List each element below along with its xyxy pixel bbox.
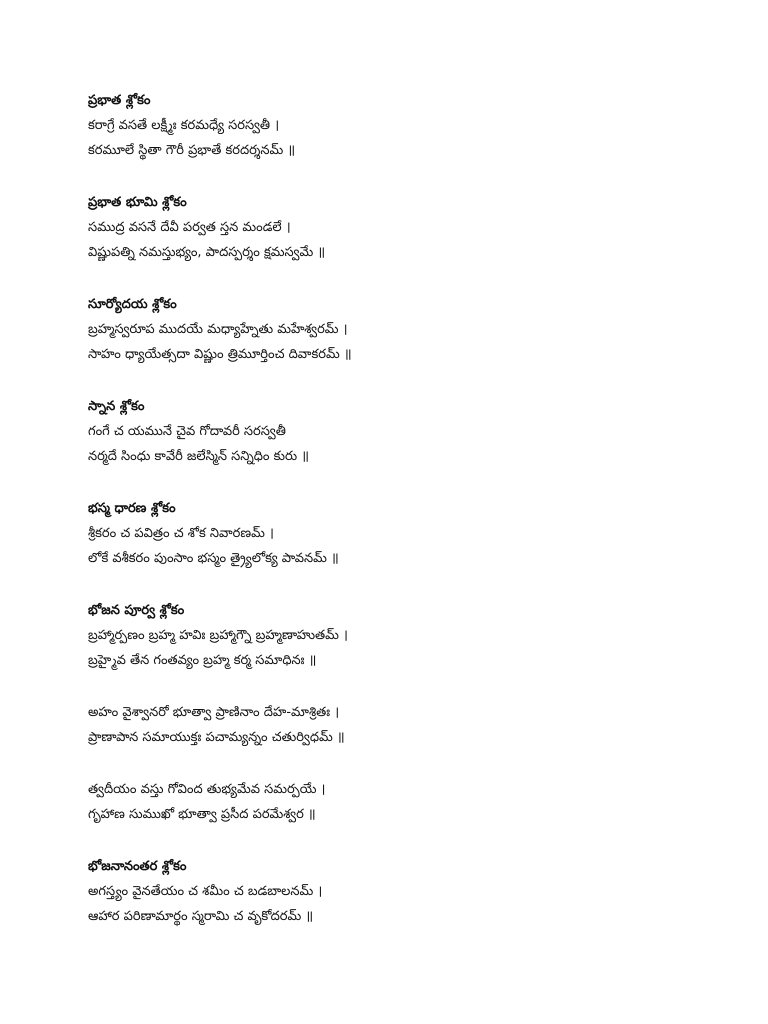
verse-line: సాహం ధ్యాయేత్సదా విష్ణుం త్రిమూర్తించ దివాకరమ్ ॥: [88, 347, 352, 362]
section-heading: స్నాన శ్లోకం: [88, 399, 145, 414]
section-snana: [88, 394, 708, 469]
verse-line: లోకే వశీకరం పుంసాం భస్మం త్ర్యైలోక్య పావనమ్ ॥: [88, 551, 339, 566]
section-heading: భస్మ ధారణ శ్లోకం: [88, 501, 176, 516]
verse-line: గంగే చ యమునే చైవ గోదావరీ సరస్వతీ: [88, 424, 286, 439]
section-heading: భోజనానంతర శ్లోకం: [88, 859, 187, 874]
section-bhojananantara: [88, 854, 708, 929]
verse-line: బ్రహ్మార్పణం బ్రహ్మ హవిః బ్రహ్మాగ్నౌ బ్రహ్మణాహుతమ్ ।: [88, 628, 348, 643]
section-bhojana-purva-verse-3: [88, 777, 708, 827]
section-suryodaya: [88, 292, 708, 367]
verse-line: త్వదీయం వస్తు గోవింద తుభ్యమేవ సమర్పయే ।: [88, 782, 326, 797]
verse-line: అహం వైశ్వానరో భూత్వా ప్రాణినాం దేహ-మాశ్రితః ।: [88, 705, 340, 720]
verse-line: కరాగ్రే వసతే లక్ష్మీః కరమధ్యే సరస్వతీ ।: [88, 118, 280, 133]
verse-line: గృహాణ సుముఖో భూత్వా ప్రసీద పరమేశ్వర ॥: [88, 807, 316, 822]
verse-line: బ్రహ్మైవ తేన గంతవ్యం బ్రహ్మ కర్మ సమాధినః ॥: [88, 653, 317, 668]
section-heading: సూర్యోదయ శ్లోకం: [88, 297, 177, 312]
verse-line: కరమూలే స్థితా గౌరీ ప్రభాతే కరదర్శనమ్ ॥: [88, 143, 296, 158]
section-heading: ప్రభాత భూమి శ్లోకం: [88, 195, 187, 210]
verse-line: బ్రహ్మస్వరూప ముదయే మధ్యాహ్నేతు మహేశ్వరమ్ ।: [88, 322, 348, 337]
section-bhojana-purva: [88, 598, 708, 673]
section-bhasma-dharana: [88, 496, 708, 571]
section-prabhata-bhumi: [88, 190, 708, 265]
verse-line: ప్రాణాపాన సమాయుక్తః పచామ్యన్నం చతుర్విధమ్ ॥: [88, 730, 345, 745]
verse-line: నర్మదే సింధు కావేరీ జలేస్మిన్ సన్నిధిం కురు ॥: [88, 449, 310, 464]
section-bhojana-purva-verse-2: [88, 700, 708, 750]
verse-line: అగస్త్యం వైనతేయం చ శమీం చ బడబాలనమ్ ।: [88, 884, 323, 899]
section-heading: భోజన పూర్వ శ్లోకం: [88, 603, 185, 618]
verse-line: విష్ణుపత్ని నమస్తుభ్యం, పాదస్పర్శం క్షమస్వమే ॥: [88, 245, 326, 260]
verse-line: ఆహార పరిణామార్థం స్మరామి చ వృకోదరమ్ ॥: [88, 909, 314, 924]
verse-line: సముద్ర వసనే దేవీ పర్వత స్తన మండలే ।: [88, 220, 291, 235]
section-heading: ప్రభాత శ్లోకం: [88, 93, 151, 108]
section-prabhata: [88, 88, 708, 163]
verse-line: శ్రీకరం చ పవిత్రం చ శోక నివారణమ్ ।: [88, 526, 274, 541]
document-body: [88, 88, 708, 956]
